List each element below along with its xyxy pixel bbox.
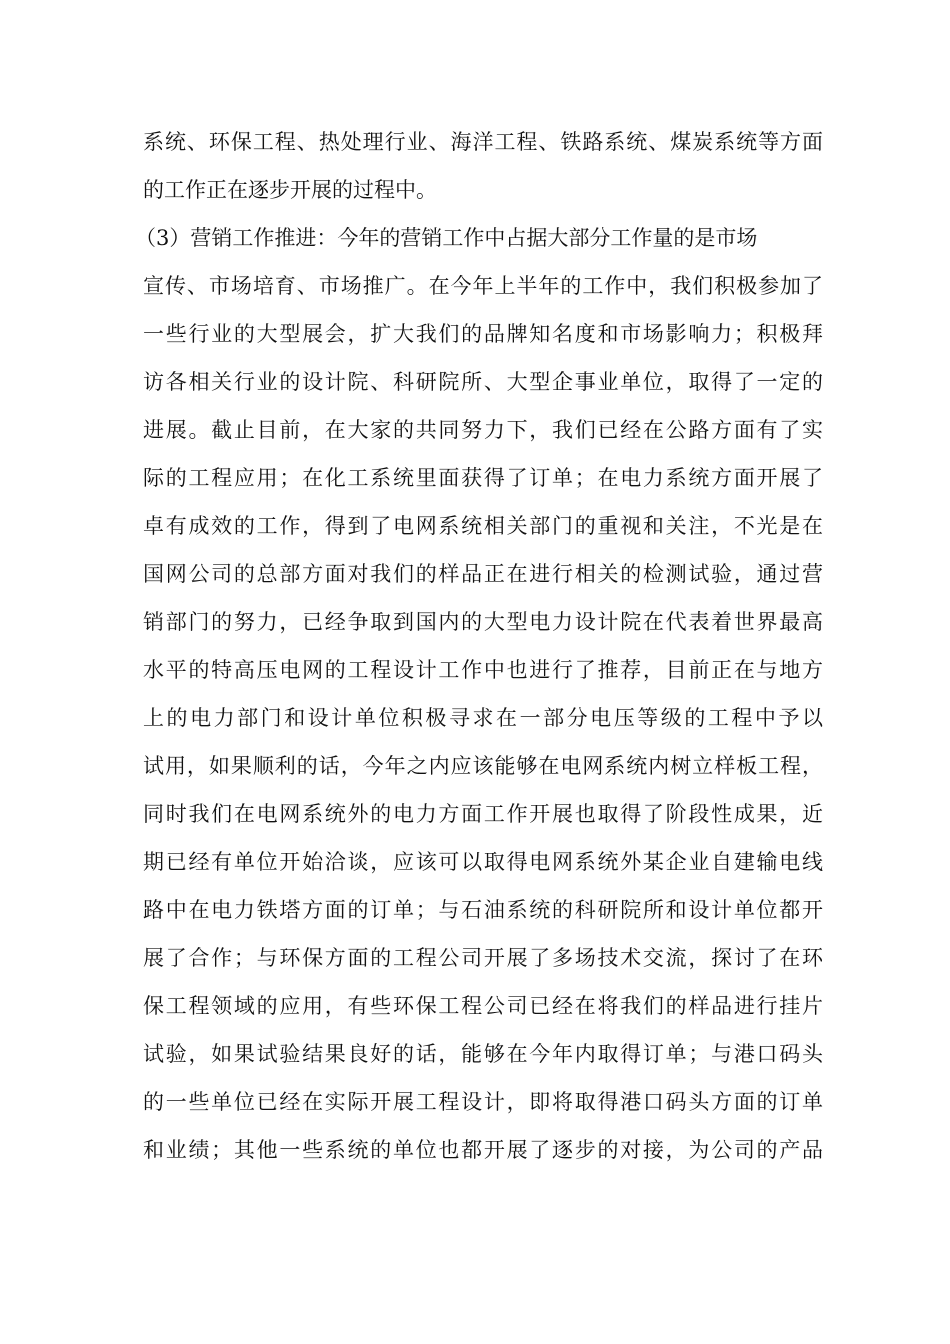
text-line: 试验，如果试验结果良好的话，能够在今年内取得订单；与港口码头 bbox=[143, 1042, 823, 1066]
text-line: 销部门的努力，已经争取到国内的大型电力设计院在代表着世界最高 bbox=[143, 610, 823, 634]
text-line: 试用，如果顺利的话，今年之内应该能够在电网系统内树立样板工程， bbox=[143, 754, 823, 778]
text-line: 期已经有单位开始洽谈，应该可以取得电网系统外某企业自建输电线 bbox=[143, 850, 823, 874]
text-line: 国网公司的总部方面对我们的样品正在进行相关的检测试验，通过营 bbox=[143, 562, 823, 586]
text-line: 系统、环保工程、热处理行业、海洋工程、铁路系统、煤炭系统等方面 bbox=[143, 130, 823, 154]
body-text bbox=[135, 118, 823, 1174]
text-line: 的工作正在逐步开展的过程中。 bbox=[143, 178, 437, 202]
text-line: 进展。截止目前，在大家的共同努力下，我们已经在公路方面有了实 bbox=[143, 418, 823, 442]
text-line: 保工程领域的应用，有些环保工程公司已经在将我们的样品进行挂片 bbox=[143, 994, 823, 1018]
text-line: 展了合作；与环保方面的工程公司开展了多场技术交流，探讨了在环 bbox=[143, 946, 823, 970]
text-line: 卓有成效的工作，得到了电网系统相关部门的重视和关注，不光是在 bbox=[143, 514, 823, 538]
text-line: 水平的特高压电网的工程设计工作中也进行了推荐，目前正在与地方 bbox=[143, 658, 823, 682]
section-heading-line: （3）营销工作推进：今年的营销工作中占据大部分工作量的是市场 bbox=[135, 226, 758, 250]
text-line: 和业绩；其他一些系统的单位也都开展了逐步的对接，为公司的产品 bbox=[143, 1138, 823, 1162]
text-line: 路中在电力铁塔方面的订单；与石油系统的科研院所和设计单位都开 bbox=[143, 898, 823, 922]
text-line: 的一些单位已经在实际开展工程设计，即将取得港口码头方面的订单 bbox=[143, 1090, 823, 1114]
text-line: 宣传、市场培育、市场推广。在今年上半年的工作中，我们积极参加了 bbox=[143, 274, 823, 298]
text-line: 同时我们在电网系统外的电力方面工作开展也取得了阶段性成果，近 bbox=[143, 802, 823, 826]
text-line: 访各相关行业的设计院、科研院所、大型企事业单位，取得了一定的 bbox=[143, 370, 823, 394]
text-line: 上的电力部门和设计单位积极寻求在一部分电压等级的工程中予以 bbox=[143, 706, 823, 730]
text-line: 际的工程应用；在化工系统里面获得了订单；在电力系统方面开展了 bbox=[143, 466, 823, 490]
text-line: 一些行业的大型展会，扩大我们的品牌知名度和市场影响力；积极拜 bbox=[143, 322, 823, 346]
